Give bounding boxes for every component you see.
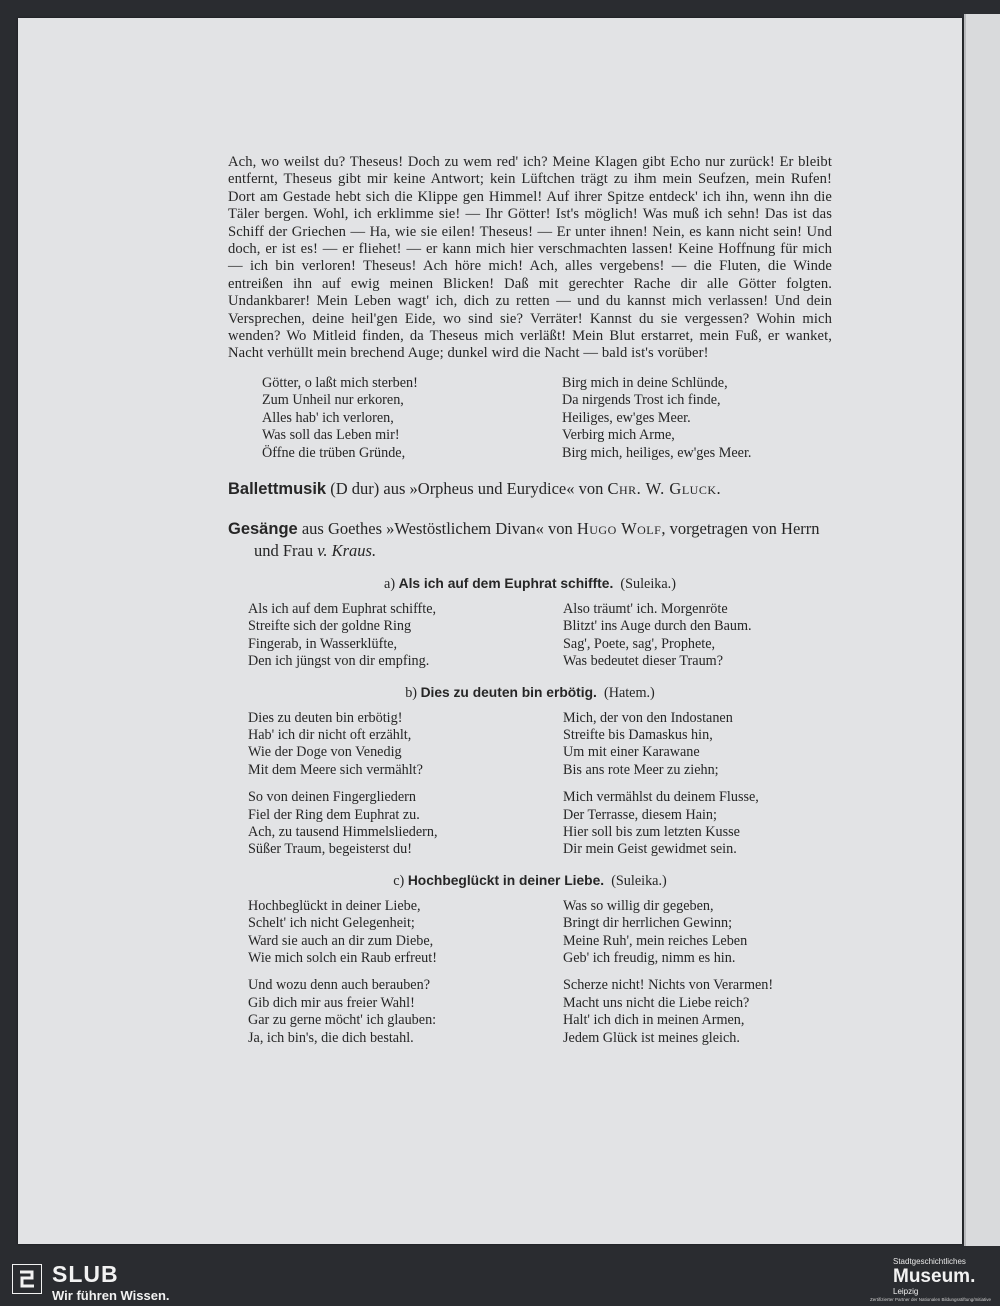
verse-column-right — [563, 601, 752, 671]
verse-line: Hier soll bis zum letzten Kusse — [563, 823, 740, 840]
verse-column-left — [228, 601, 563, 671]
verse-line: Was soll das Leben mir! — [262, 427, 400, 444]
verse-line: Hab' ich dir nicht oft erzählt, — [248, 726, 412, 743]
verse-line: Meine Ruh', mein reiches Leben — [563, 932, 748, 949]
verse-line: Streifte bis Damaskus hin, — [563, 726, 713, 743]
verse-line: Halt' ich dich in meinen Armen, — [563, 1012, 745, 1029]
item-title: Ballettmusik — [228, 479, 327, 498]
verse-line: Der Terrasse, diesem Hain; — [563, 806, 717, 823]
verse-line: Dies zu deuten bin erbötig! — [248, 709, 403, 726]
item-performer-name: v. Kraus. — [317, 540, 377, 560]
recitative-text: Ach, wo weilst du? Theseus! Doch zu wem red' ich? Meine Klagen gibt Echo nur zurück! Er bleibt entfernt, Theseus gibt mir keine Antwort; kein Lüftchen trägt zu ihm mein Seufzen, mein Rufen! Dort am Gestade hebt sich die Klippe gen Himmel! Auf ihrer Spitze entdeck' ich ihn, wenn ihn die Täler bergen. Wohl, ich erklimme sie! — Ihr Götter! Ist's möglich! Was muß ich sehn! Das ist das Schiff der Griechen — Ha, wie sie eilen! Theseus! — Er unter ihnen! Nein, es kann nicht sein! Und doch, er ist es! — er fliehet! — er kann mich hier verschmachten lassen! Keine Hoffnung für mich — ich bin verloren! Theseus! Ach höre mich! Ach, alles vergebens! — die Fluten, die Winde entreißen ihn auf ewig meinen Blicken! Daß mit gerechter Rache dir alle Götter folgten. Undankbarer! Mein Leben wagt' ich, dich zu retten — und du kannst mich verlassen! Und dein Versprechen, deine heil'gen Eide, wo sind sie? Verräter! Kannst du sie vergessen? Wohin mich wenden? Wo Mitleid finden, da Theseus mich verläßt! Mein Blut erstarret, mein Fuß, er wanket, Nacht verhüllt mein brechend Auge; dunkel wird die Nacht — bald ist's vorüber! — [228, 154, 832, 362]
song-singer: (Suleika.) — [620, 575, 676, 592]
program-item-songs — [228, 518, 832, 562]
verse-line: Blitzt' ins Auge durch den Baum. — [563, 618, 752, 635]
verse-column-left — [262, 375, 562, 462]
slub-tagline: Wir führen Wissen. — [52, 1288, 170, 1303]
museum-city: Leipzig — [893, 1287, 919, 1296]
item-composer: Chr. W. Gluck. — [607, 478, 722, 498]
museum-label: Stadtgeschichtliches — [893, 1257, 966, 1266]
song-singer: (Hatem.) — [603, 684, 655, 701]
verse-line: Ach, zu tausend Himmelsliedern, — [248, 823, 438, 840]
song-singer: (Suleika.) — [611, 872, 667, 889]
verse-column-left — [228, 789, 563, 859]
verse-line: Scherze nicht! Nichts von Verarmen! — [563, 977, 774, 994]
item-performers: , vorgetragen von Herrn und Frau — [254, 518, 820, 560]
verse-line: Als ich auf dem Euphrat schiffte, — [248, 600, 437, 617]
verse-column-left — [228, 977, 563, 1047]
song-verse — [228, 789, 832, 859]
verse-column-right — [563, 710, 733, 780]
verse-line: Da nirgends Trost ich finde, — [562, 392, 721, 409]
slub-logo-icon[interactable] — [12, 1264, 42, 1294]
verse-line: Den ich jüngst von dir empfing. — [248, 653, 430, 670]
program-item-ballet — [228, 478, 832, 500]
verse-line: Streifte sich der goldne Ring — [248, 618, 412, 635]
verse-line: Gib dich mir aus freier Wahl! — [248, 994, 415, 1011]
song-verse — [228, 710, 832, 780]
verse-line: Öffne die trüben Gründe, — [262, 444, 406, 461]
viewer-footer — [0, 1252, 1000, 1306]
verse-column-right — [563, 977, 773, 1047]
verse-line: Gar zu gerne möcht' ich glauben: — [248, 1012, 437, 1029]
song-heading — [228, 685, 832, 702]
verse-column-right — [563, 789, 759, 859]
verse-line: Verbirg mich Arme, — [562, 427, 675, 444]
verse-column-right — [563, 898, 747, 968]
verse-line: Um mit einer Karawane — [563, 744, 700, 761]
verse-line: Schelt' ich nicht Gelegenheit; — [248, 915, 415, 932]
item-key: (D dur) — [330, 478, 380, 498]
verse-column-left — [228, 898, 563, 968]
stanza-gap — [228, 779, 832, 789]
verse-line: Alles hab' ich verloren, — [262, 409, 394, 426]
verse-line: Ja, ich bin's, die dich bestahl. — [248, 1029, 414, 1046]
adjacent-page-edge — [964, 14, 1000, 1246]
verse-line: Jedem Glück ist meines gleich. — [563, 1029, 740, 1046]
song-heading — [228, 873, 832, 890]
verse-line: Hochbeglückt in deiner Liebe, — [248, 897, 421, 914]
verse-line: Fiel der Ring dem Euphrat zu. — [248, 806, 420, 823]
item-composer: Hugo Wolf — [576, 518, 662, 538]
verse-column-left — [228, 710, 563, 780]
verse-column-right — [562, 375, 751, 462]
verse-line: Süßer Traum, begeisterst du! — [248, 841, 412, 858]
verse-line: Wie mich solch ein Raub erfreut! — [248, 950, 437, 966]
verse-line: Und wozu denn auch berauben? — [248, 977, 430, 994]
verse-line: Bis ans rote Meer zu ziehn; — [563, 761, 719, 778]
song-letter: b) — [405, 684, 418, 701]
song-verse — [228, 898, 832, 968]
aria-verse — [228, 375, 832, 462]
verse-line: Götter, o laßt mich sterben! — [262, 374, 418, 391]
verse-line: Mich vermählst du deinem Flusse, — [563, 789, 759, 806]
song-title: Dies zu deuten bin erbötig. — [420, 684, 597, 700]
verse-line: Geb' ich freudig, nimm es hin. — [563, 950, 736, 966]
song-verse — [228, 601, 832, 671]
song-letter: c) — [393, 872, 405, 889]
document-content — [228, 154, 832, 1047]
verse-line: Zum Unheil nur erkoren, — [262, 392, 404, 409]
verse-line: Dir mein Geist gewidmet sein. — [563, 841, 737, 858]
verse-line: Sag', Poete, sag', Prophete, — [563, 635, 716, 652]
museum-logo[interactable]: Museum. — [893, 1266, 976, 1287]
item-source: aus »Orpheus und Eurydice« von — [383, 478, 604, 498]
stanza-gap — [228, 967, 832, 977]
song-letter: a) — [384, 575, 396, 592]
song-verse — [228, 977, 832, 1047]
verse-line: Macht uns nicht die Liebe reich? — [563, 994, 750, 1011]
item-title: Gesänge — [228, 519, 298, 538]
song-heading — [228, 576, 832, 593]
song-title: Hochbeglückt in deiner Liebe. — [407, 872, 605, 888]
verse-line: Bringt dir herrlichen Gewinn; — [563, 915, 733, 932]
verse-line: Wie der Doge von Venedig — [248, 744, 402, 761]
museum-certification: Zertifizierter Partner der Nationalen Bildungsstiftung/Initiative — [870, 1297, 992, 1302]
verse-line: Also träumt' ich. Morgenröte — [563, 600, 728, 617]
verse-line: Ward sie auch an dir zum Diebe, — [248, 932, 434, 949]
verse-line: Was so willig dir gegeben, — [563, 897, 714, 914]
verse-line: So von deinen Fingergliedern — [248, 789, 416, 806]
verse-line: Heiliges, ew'ges Meer. — [562, 409, 691, 426]
song-title: Als ich auf dem Euphrat schiffte. — [398, 575, 614, 591]
verse-line: Was bedeutet dieser Traum? — [563, 653, 724, 670]
verse-line: Fingerab, in Wasserklüfte, — [248, 635, 398, 652]
verse-line: Birg mich in deine Schlünde, — [562, 374, 728, 391]
verse-line: Mit dem Meere sich vermählt? — [248, 761, 423, 778]
verse-line: Mich, der von den Indostanen — [563, 709, 733, 726]
item-source: aus Goethes »Westöstlichem Divan« von — [301, 518, 573, 538]
slub-brand[interactable]: SLUB — [52, 1261, 119, 1287]
verse-line: Birg mich, heiliges, ew'ges Meer. — [562, 444, 752, 461]
